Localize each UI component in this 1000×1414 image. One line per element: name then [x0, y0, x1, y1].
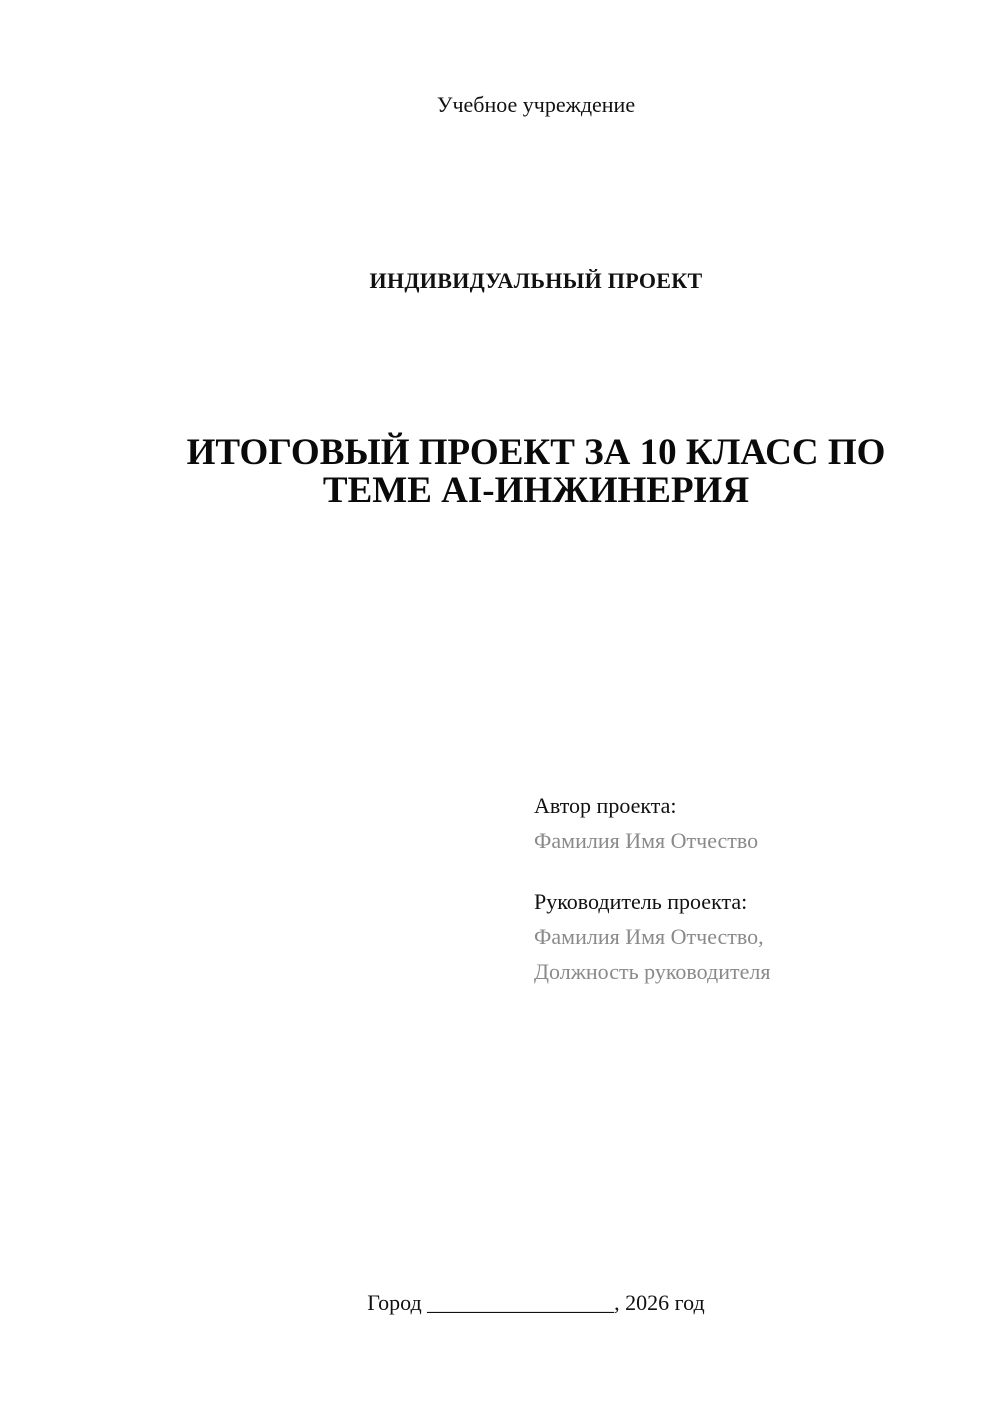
project-title-line-2: ТЕМЕ AI-ИНЖИНЕРИЯ — [322, 470, 750, 511]
author-label: Автор проекта: — [534, 793, 677, 818]
project-title — [150, 434, 922, 510]
author-name-placeholder: Фамилия Имя Отчество — [534, 828, 759, 853]
city-year-line: Город _________________, 2026 год — [367, 1290, 705, 1315]
spacer — [534, 858, 974, 884]
project-info-block — [534, 788, 974, 989]
supervisor-position-placeholder: Должность руководителя — [534, 959, 771, 984]
project-title-line-1: ИТОГОВЫЙ ПРОЕКТ ЗА 10 КЛАСС ПО — [186, 432, 886, 473]
document-type: ИНДИВИДУАЛЬНЫЙ ПРОЕКТ — [369, 268, 703, 293]
supervisor-name-placeholder: Фамилия Имя Отчество, — [534, 924, 764, 949]
supervisor-label: Руководитель проекта: — [534, 889, 748, 914]
institution-name: Учебное учреждение — [436, 92, 636, 117]
